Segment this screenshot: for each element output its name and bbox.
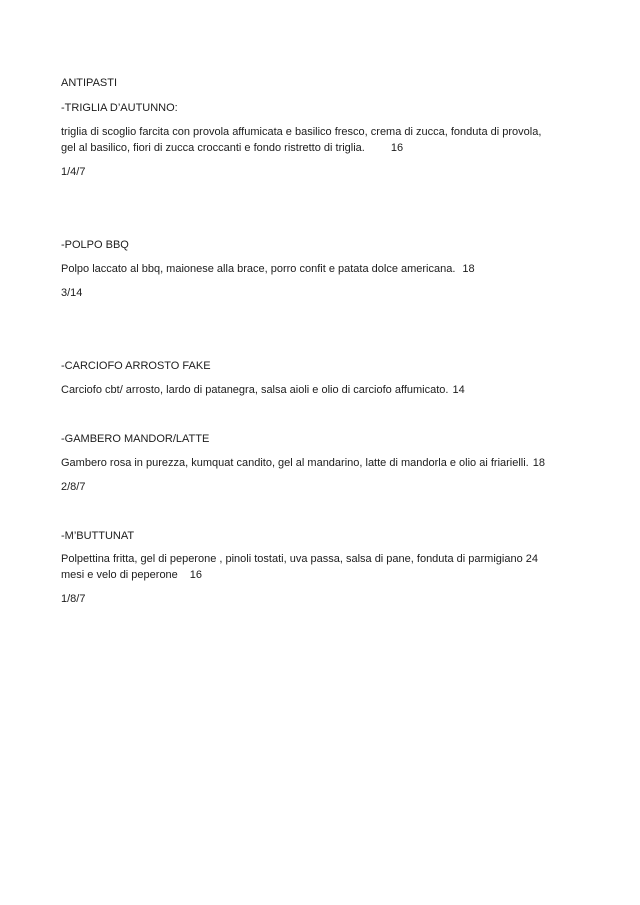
dish-note: 3/14 — [61, 287, 83, 299]
dish-price: 18 — [532, 457, 545, 469]
dish-name: -POLPO BBQ — [61, 239, 129, 251]
dish-name: -CARCIOFO ARROSTO FAKE — [61, 360, 211, 372]
dish-description: Carciofo cbt/ arrosto, lardo di patanegra, salsa aioli e olio di carciofo affumicato. 14 — [61, 384, 465, 396]
section-title: ANTIPASTI — [61, 77, 118, 89]
dish-note: 1/4/7 — [61, 166, 86, 178]
dish-price: 14 — [452, 384, 465, 396]
dish-description-line-2: gel al basilico, fiori di zucca croccanti e fondo ristretto di triglia. 16 — [61, 142, 404, 154]
dish-description: Polpettina fritta, gel di peperone , pinoli tostati, uva passa, salsa di pane, fonduta di parmigiano 24 — [61, 553, 538, 565]
dish-name: -GAMBERO MANDOR/LATTE — [61, 433, 210, 445]
dish-description: Gambero rosa in purezza, kumquat candito, gel al mandarino, latte di mandorla e olio ai friarielli. 18 — [61, 457, 545, 469]
dish-price: 16 — [189, 569, 203, 581]
dish-note: 1/8/7 — [61, 593, 86, 605]
dish-note: 2/8/7 — [61, 481, 86, 493]
dish-description-line-2: mesi e velo di peperone 16 — [61, 569, 203, 581]
dish-name: -TRIGLIA D’AUTUNNO: — [61, 102, 178, 114]
dish-description: Polpo laccato al bbq, maionese alla brace, porro confit e patata dolce americana. 18 — [61, 263, 475, 275]
dish-description: triglia di scoglio farcita con provola affumicata e basilico fresco, crema di zucca, fonduta di provola, — [61, 126, 542, 138]
dish-name: -M’BUTTUNAT — [61, 530, 135, 542]
dish-price: 18 — [462, 263, 475, 275]
dish-price: 16 — [390, 142, 404, 154]
